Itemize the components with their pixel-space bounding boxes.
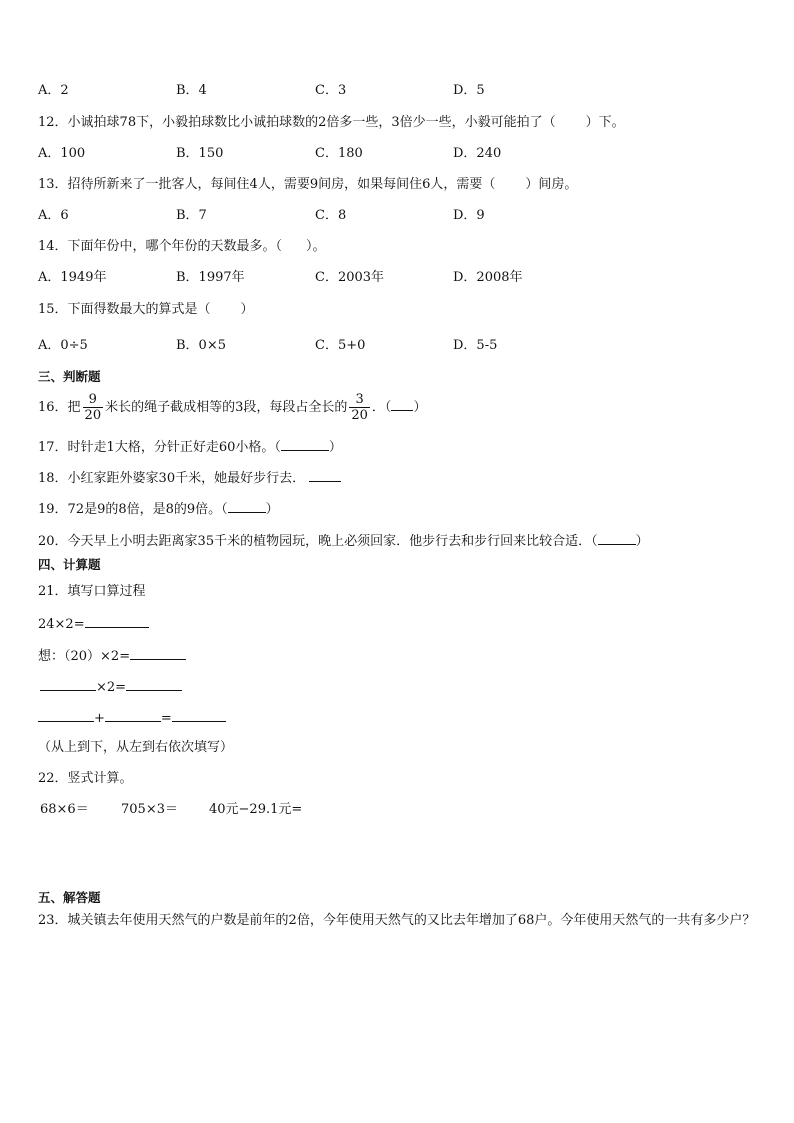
question-13-suffix: ）间房。 [525,177,578,192]
question-16-close: ） [413,400,427,415]
question-20 [38,531,649,551]
answer-blank[interactable] [38,708,94,722]
option-c: C．3 [315,83,347,98]
option-d: D．9 [453,208,485,223]
q21-expression: ×2= [96,680,127,695]
question-16-suffix: ．（ [371,400,392,415]
option-d: D．2008年 [453,270,523,285]
question-12 [38,114,625,132]
option-d: D．5-5 [453,338,498,353]
question-13-text: 13．招待所新来了一批客人，每间住4人，需要9间房，如果每间住6人，需要（ [38,177,496,192]
fraction-denominator: 20 [84,408,102,423]
option-a: A．1949年 [38,270,107,285]
answer-blank[interactable] [105,708,161,722]
question-15-suffix: ） [240,302,254,317]
question-14-text: 14．下面年份中，哪个年份的天数最多。（ [38,239,283,254]
question-22-title: 22．竖式计算。 [38,771,133,786]
question-19-text: 19．72是9的8倍，是8的9倍。（ [38,502,228,517]
q21-expression: 想：（20）×2= [38,649,131,664]
answer-blank[interactable] [309,468,341,482]
question-18-text: 18．小红家距外婆家30千米，她最好步行去． [38,471,306,486]
answer-blank[interactable] [85,614,149,628]
calc-item: 68×6＝ [40,802,89,817]
question-15-text: 15．下面得数最大的算式是（ [38,302,211,317]
question-19-close: ） [265,502,279,517]
option-a: A．100 [38,146,86,161]
fraction-numerator: 9 [83,392,104,408]
option-b: B．0×5 [176,338,226,353]
option-d: D．240 [453,146,502,161]
section-heading-calculation: 四、计算题 [38,557,101,572]
q21-note: （从上到下，从左到右依次填写） [38,740,234,755]
q21-line-3 [40,677,182,697]
plus-sign: + [94,711,105,726]
question-23: 23．城关镇去年使用天然气的户数是前年的2倍，今年使用天然气的又比去年增加了68户。今年使用天然气的一共有多少户？ [38,913,756,928]
question-18 [38,468,341,488]
answer-blank[interactable] [391,397,413,411]
option-b: B．150 [176,146,224,161]
question-21-title: 21．填写口算过程 [38,584,146,599]
question-20-text: 20．今天早上小明去距离家35千米的植物园玩，晚上必须回家．他步行去和步行回来比较合适．（ [38,534,598,549]
option-b: B．4 [176,83,207,98]
calc-item: 705×3＝ [121,802,178,817]
option-b: B．1997年 [176,270,245,285]
q21-expression: 24×2= [38,617,85,632]
fraction-3-20 [349,392,370,423]
question-16-prefix: 16．把 [38,400,81,415]
question-12-text: 12．小诚拍球78下，小毅拍球数比小诚拍球数的2倍多一些，3倍少一些，小毅可能拍了（ [38,115,556,130]
option-b: B．7 [176,208,207,223]
fraction-denominator: 20 [351,408,368,423]
answer-blank[interactable] [281,437,329,451]
question-17 [38,437,342,457]
q21-line-4 [38,708,226,728]
question-12-suffix: ）下。 [585,115,625,130]
option-c: C．5+0 [315,338,366,353]
option-c: C．8 [315,208,347,223]
option-a: A．6 [38,208,69,223]
question-16-middle: 米长的绳子截成相等的3段，每段占全长的 [105,400,348,415]
option-a: A．0÷5 [38,338,88,353]
question-17-close: ） [328,440,342,455]
answer-blank[interactable] [130,646,186,660]
answer-blank[interactable] [228,499,266,513]
q21-line-1 [38,614,149,634]
question-14-suffix: ）。 [306,239,326,254]
question-13 [38,176,577,194]
answer-blank[interactable] [598,531,636,545]
fraction-9-20 [83,392,104,423]
option-d: D．5 [453,83,485,98]
option-c: C．180 [315,146,363,161]
question-16 [38,386,426,430]
section-heading-judgement: 三、判断题 [38,369,101,384]
section-heading-solution: 五、解答题 [38,890,101,905]
q21-line-2 [38,646,186,666]
option-c: C．2003年 [315,270,385,285]
equals-sign: = [160,711,172,726]
option-a: A．2 [38,83,69,98]
question-17-text: 17．时针走1大格，分针正好走60小格。（ [38,440,281,455]
question-15 [38,301,254,319]
answer-blank[interactable] [172,708,226,722]
calc-item: 40元−29.1元= [209,802,303,817]
question-19 [38,499,279,519]
question-14 [38,238,326,256]
question-20-close: ） [635,534,649,549]
fraction-numerator: 3 [349,392,370,408]
answer-blank[interactable] [40,677,96,691]
answer-blank[interactable] [126,677,182,691]
